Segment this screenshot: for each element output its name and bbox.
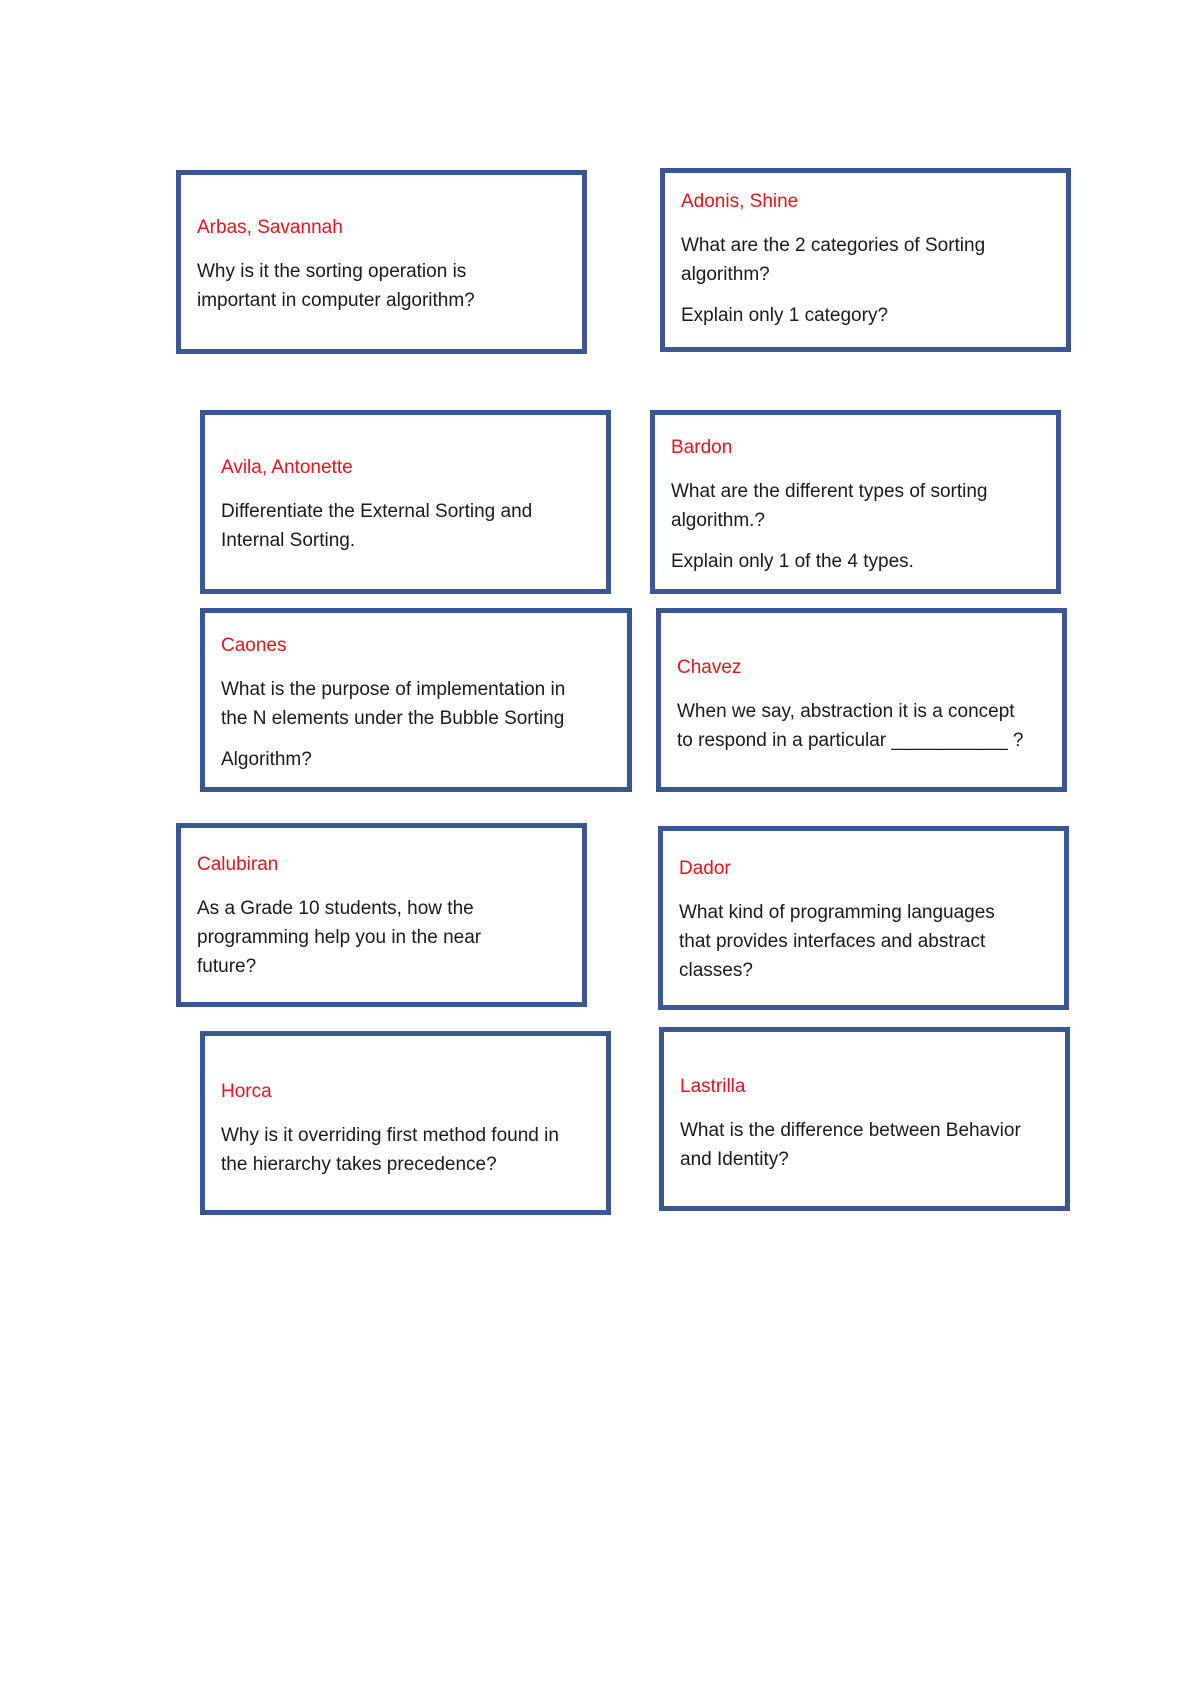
question-card-avila — [200, 410, 611, 594]
question-card-lastrilla — [659, 1027, 1070, 1211]
question-card-chavez — [656, 608, 1067, 792]
question-card-horca — [200, 1031, 611, 1215]
question-line: important in computer algorithm? — [197, 290, 475, 311]
student-name: Bardon — [671, 437, 733, 458]
question-card-adonis — [660, 168, 1071, 352]
question-line: Why is it the sorting operation is — [197, 261, 467, 282]
question-line: and Identity? — [680, 1149, 789, 1170]
question-line: classes? — [679, 960, 753, 981]
question-line: the hierarchy takes precedence? — [221, 1154, 497, 1175]
question-line: to respond in a particular ___________ ? — [677, 730, 1024, 751]
student-name: Caones — [221, 635, 287, 656]
question-line: What kind of programming languages — [679, 902, 995, 923]
question-line: that provides interfaces and abstract — [679, 931, 986, 952]
question-line: What are the 2 categories of Sorting — [681, 235, 986, 256]
question-line: What is the difference between Behavior — [680, 1120, 1021, 1141]
question-card-dador — [658, 826, 1069, 1010]
student-name: Avila, Antonette — [221, 457, 353, 478]
student-name: Chavez — [677, 657, 742, 678]
question-line: Differentiate the External Sorting and — [221, 501, 533, 522]
question-line: the N elements under the Bubble Sorting — [221, 708, 565, 729]
question-card-calubiran — [176, 823, 587, 1007]
question-note: Algorithm? — [221, 749, 312, 770]
question-line: Why is it overriding first method found in — [221, 1125, 559, 1146]
question-line: Internal Sorting. — [221, 530, 356, 551]
question-note: Explain only 1 category? — [681, 305, 889, 326]
question-card-bardon — [650, 410, 1061, 594]
question-card-caones — [200, 608, 632, 792]
student-name: Dador — [679, 858, 731, 879]
question-card-arbas — [176, 170, 587, 354]
question-line: future? — [197, 956, 257, 977]
student-name: Calubiran — [197, 854, 279, 875]
student-name: Horca — [221, 1081, 272, 1102]
question-line: What are the different types of sorting — [671, 481, 988, 502]
question-line: algorithm? — [681, 264, 770, 285]
question-line: programming help you in the near — [197, 927, 482, 948]
student-name: Arbas, Savannah — [197, 217, 343, 238]
student-name: Adonis, Shine — [681, 191, 799, 212]
question-line: What is the purpose of implementation in — [221, 679, 566, 700]
question-line: When we say, abstraction it is a concept — [677, 701, 1015, 722]
question-line: algorithm.? — [671, 510, 765, 531]
question-note: Explain only 1 of the 4 types. — [671, 551, 914, 572]
question-line: As a Grade 10 students, how the — [197, 898, 474, 919]
student-name: Lastrilla — [680, 1076, 746, 1097]
